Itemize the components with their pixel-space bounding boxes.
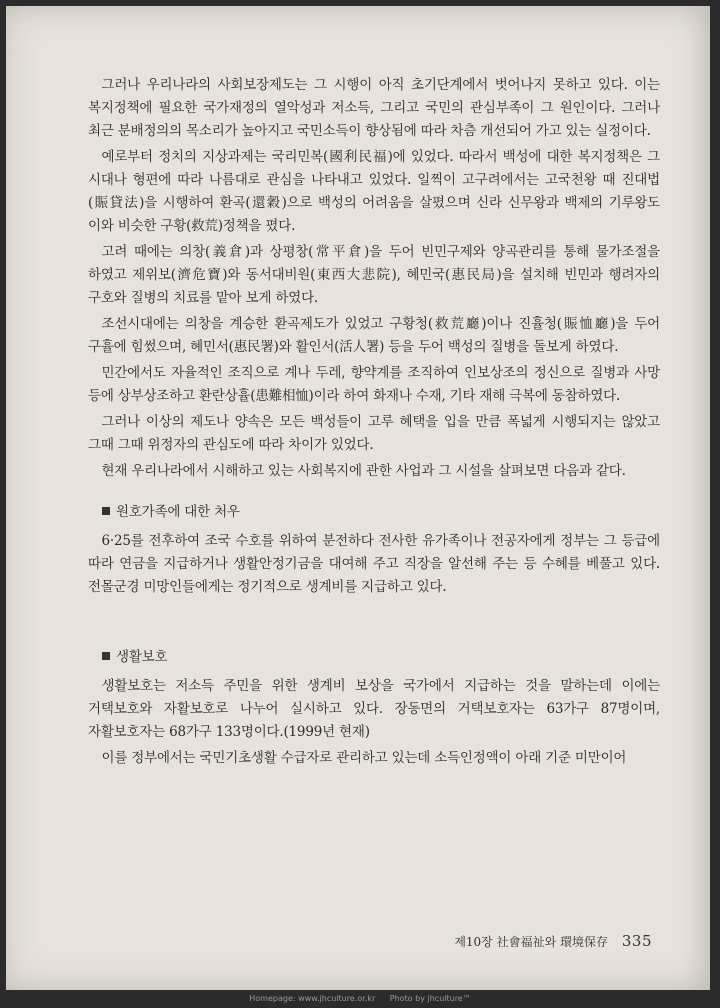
photo-credit-text: Photo by jhculture™ <box>389 994 471 1003</box>
paragraph: 이를 정부에서는 국민기초생활 수급자로 관리하고 있는데 소득인정액이 아래 기준 미만이어 <box>101 750 627 766</box>
paragraph: 현재 우리나라에서 시해하고 있는 사회복지에 관한 사업과 그 시설을 살펴보면 다음과 같다. <box>101 463 626 479</box>
paragraph: 그러나 이상의 제도나 양속은 모든 백성들이 고루 혜택을 입을 만큼 폭넓게 시행되지는 않았고 그때 그때 위정자의 관심도에 따라 차이가 있었다. <box>88 414 660 453</box>
paragraph: 예로부터 정치의 지상과제는 국리민복(國利民福)에 있었다. 따라서 백성에 대한 복지정책은 그 시대나 형편에 따라 나름대로 관심을 나타내고 있었다. 일찍이 고구려에서는 고국천왕 때 진대법(賑貸法)을 시행하여 환곡(還穀)으로 백성의 어려움을 살폈으며 신라 신무왕과 백제의 기루왕도 이와 비슷한 구황(救荒)정책을 폈다. <box>88 149 660 234</box>
section-heading-label: 생활보호 <box>116 649 168 665</box>
book-page <box>6 6 710 990</box>
paragraph: 민간에서도 자율적인 조직으로 계나 두레, 향약계를 조직하여 인보상조의 정신으로 질병과 사망 등에 상부상조하고 환란상휼(患難相恤)이라 하여 화재나 수재, 기타 재해 극복에 동참하였다. <box>88 365 660 404</box>
chapter-title: 社會福祉와 環境保存 <box>496 935 609 949</box>
paragraph: 고려 때에는 의창(義倉)과 상평창(常平倉)을 두어 빈민구제와 양곡관리를 통해 물가조절을 하였고 제위보(濟危寶)와 동서대비원(東西大悲院), 혜민국(惠民局)을 설치해 빈민과 행려자의 구호와 질병의 치료를 맡아 보게 하였다. <box>88 244 660 306</box>
square-bullet-icon <box>102 507 110 515</box>
paragraph: 조선시대에는 의창을 계승한 환곡제도가 있었고 구황청(救荒廳)이나 진휼청(賑恤廳)을 두어 구휼에 힘썼으며, 혜민서(惠民署)와 활인서(活人署) 등을 두어 백성의 질병을 돌보게 하였다. <box>88 316 660 355</box>
paragraph: 6·25를 전후하여 조국 수호를 위하여 분전하다 전사한 유가족이나 전공자에게 정부는 그 등급에 따라 연금을 지급하거나 생활안정기금을 대여해 주고 직장을 알선해 주는 등 수혜를 베풀고 있다. 전몰군경 미망인들에게는 정기적으로 생계비를 지급하고 있다. <box>88 533 660 595</box>
section-heading-label: 원호가족에 대한 처우 <box>116 504 240 520</box>
paragraph: 그러나 우리나라의 사회보장제도는 그 시행이 아직 초기단계에서 벗어나지 못하고 있다. 이는 복지정책에 필요한 국가재정의 열악성과 저소득, 그리고 국민의 관심부족이 그 원인이다. 그러나 최근 분배정의의 목소리가 높아지고 국민소득이 향상됨에 따라 차츰 개선되어 가고 있는 실정이다. <box>88 77 660 139</box>
section-heading <box>102 646 660 669</box>
square-bullet-icon <box>102 652 110 660</box>
section-heading <box>102 501 660 524</box>
homepage-credit: Homepage: www.jhculture.or.kr <box>249 994 376 1003</box>
page-number: 335 <box>621 932 652 950</box>
spacer <box>88 602 660 628</box>
body-text <box>88 74 660 773</box>
chapter-label: 제10장 <box>454 935 493 949</box>
photo-credit <box>0 994 720 1003</box>
page-footer <box>454 932 652 950</box>
paragraph: 생활보호는 저소득 주민을 위한 생계비 보상을 국가에서 지급하는 것을 말하는데 이에는 거택보호와 자활보호로 나누어 실시하고 있다. 장동면의 거택보호자는 63가구 87명이며, 자활보호자는 68가구 133명이다.(1999년 현재) <box>88 678 660 740</box>
